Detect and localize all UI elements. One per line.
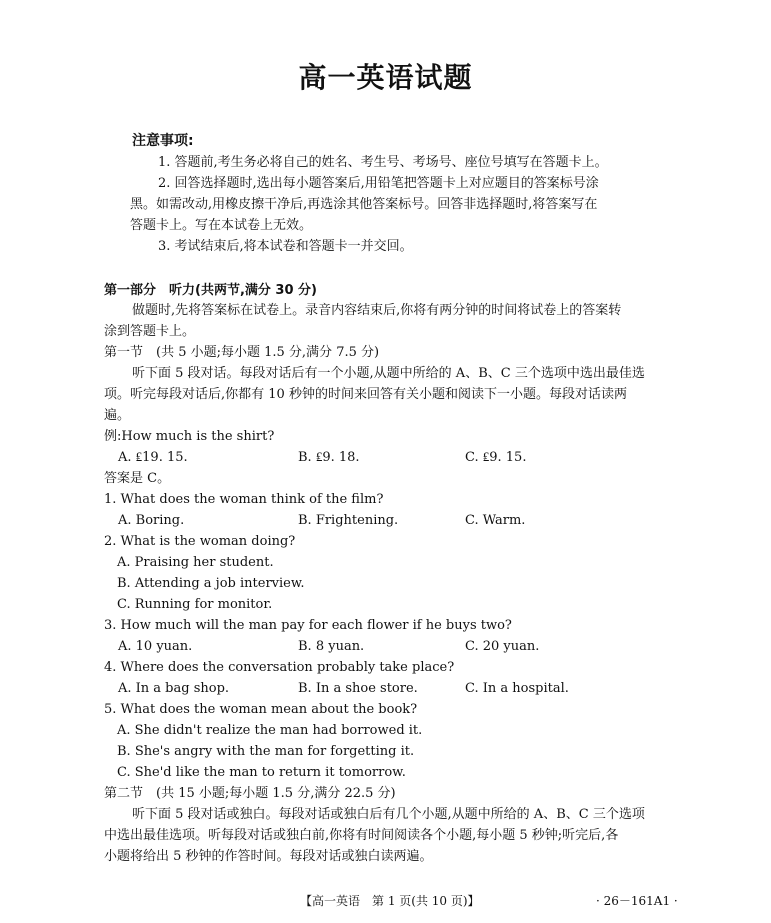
question-4: 4. Where does the conversation probably take place? xyxy=(104,660,455,675)
notice-item: 3. 考试结束后,将本试卷和答题卡一并交回。 xyxy=(158,239,413,254)
question-3: 3. How much will the man pay for each flower if he buys two? xyxy=(104,618,512,633)
section2-intro: 听下面 5 段对话或独白。每段对话或独白后有几个小题,从题中所给的 A、B、C 三个选项 xyxy=(132,807,645,822)
option-c: C. Warm. xyxy=(465,513,526,528)
example-answer: 答案是 C。 xyxy=(104,471,171,486)
option-b: B. ₤9. 18. xyxy=(298,450,360,465)
notice-item: 1. 答题前,考生务必将自己的姓名、考生号、考场号、座位号填写在答题卡上。 xyxy=(158,155,608,170)
notice-list xyxy=(130,152,640,257)
part1-content xyxy=(104,300,694,867)
notice-item-continued: 黑。如需改动,用橡皮擦干净后,再选涂其他答案标号。回答非选择题时,将答案写在 xyxy=(130,197,598,212)
option-c: C. ₤9. 15. xyxy=(465,450,527,465)
part1-intro: 涂到答题卡上。 xyxy=(104,324,196,339)
option-a: A. Praising her student. xyxy=(117,555,274,570)
option-a: A. She didn't realize the man had borrowed it. xyxy=(117,723,423,738)
section2-intro: 小题将给出 5 秒钟的作答时间。每段对话或独白读两遍。 xyxy=(104,849,433,864)
page-footer-label: 【高一英语 第 1 页(共 10 页)】 xyxy=(300,894,480,908)
part1-heading: 第一部分 听力(共两节,满分 30 分) xyxy=(104,283,317,298)
example-question: 例:How much is the shirt? xyxy=(104,429,275,444)
section1-intro: 遍。 xyxy=(104,408,131,423)
question-5: 5. What does the woman mean about the book? xyxy=(104,702,418,717)
question-1: 1. What does the woman think of the film? xyxy=(104,492,384,507)
option-a: A. ₤19. 15. xyxy=(118,450,188,465)
notice-item: 2. 回答选择题时,选出每小题答案后,用铅笔把答题卡上对应题目的答案标号涂 xyxy=(158,176,599,191)
question-3-options xyxy=(104,636,694,657)
page-title: 高一英语试题 xyxy=(298,61,473,94)
section2-intro: 中选出最佳选项。听每段对话或独白前,你将有时间阅读各个小题,每小题 5 秒钟;听完后,各 xyxy=(104,828,619,843)
option-b: B. Attending a job interview. xyxy=(117,576,305,591)
option-c: C. Running for monitor. xyxy=(117,597,273,612)
question-2: 2. What is the woman doing? xyxy=(104,534,296,549)
option-b: B. Frightening. xyxy=(298,513,399,528)
section1-intro: 项。听完每段对话后,你都有 10 秒钟的时间来回答有关小题和阅读下一小题。每段对话读两 xyxy=(104,387,627,402)
option-c: C. 20 yuan. xyxy=(465,639,540,654)
part1-intro: 做题时,先将答案标在试卷上。录音内容结束后,你将有两分钟的时间将试卷上的答案转 xyxy=(132,303,622,318)
section1-heading: 第一节 (共 5 小题;每小题 1.5 分,满分 7.5 分) xyxy=(104,345,380,360)
question-4-options xyxy=(104,678,694,699)
option-a: A. Boring. xyxy=(118,513,185,528)
option-b: B. In a shoe store. xyxy=(298,681,418,696)
option-a: A. 10 yuan. xyxy=(118,639,193,654)
option-b: B. She's angry with the man for forgetting it. xyxy=(117,744,415,759)
page-footer-code: · 26－161A1 · xyxy=(596,894,678,908)
question-1-options xyxy=(104,510,694,531)
option-b: B. 8 yuan. xyxy=(298,639,365,654)
notice-item-continued: 答题卡上。写在本试卷上无效。 xyxy=(130,218,313,233)
option-a: A. In a bag shop. xyxy=(118,681,230,696)
section1-intro: 听下面 5 段对话。每段对话后有一个小题,从题中所给的 A、B、C 三个选项中选出最佳选 xyxy=(132,366,645,381)
example-options xyxy=(104,447,694,468)
notice-heading: 注意事项: xyxy=(132,133,194,149)
option-c: C. In a hospital. xyxy=(465,681,569,696)
section2-heading: 第二节 (共 15 小题;每小题 1.5 分,满分 22.5 分) xyxy=(104,786,396,801)
option-c: C. She'd like the man to return it tomorrow. xyxy=(117,765,406,780)
